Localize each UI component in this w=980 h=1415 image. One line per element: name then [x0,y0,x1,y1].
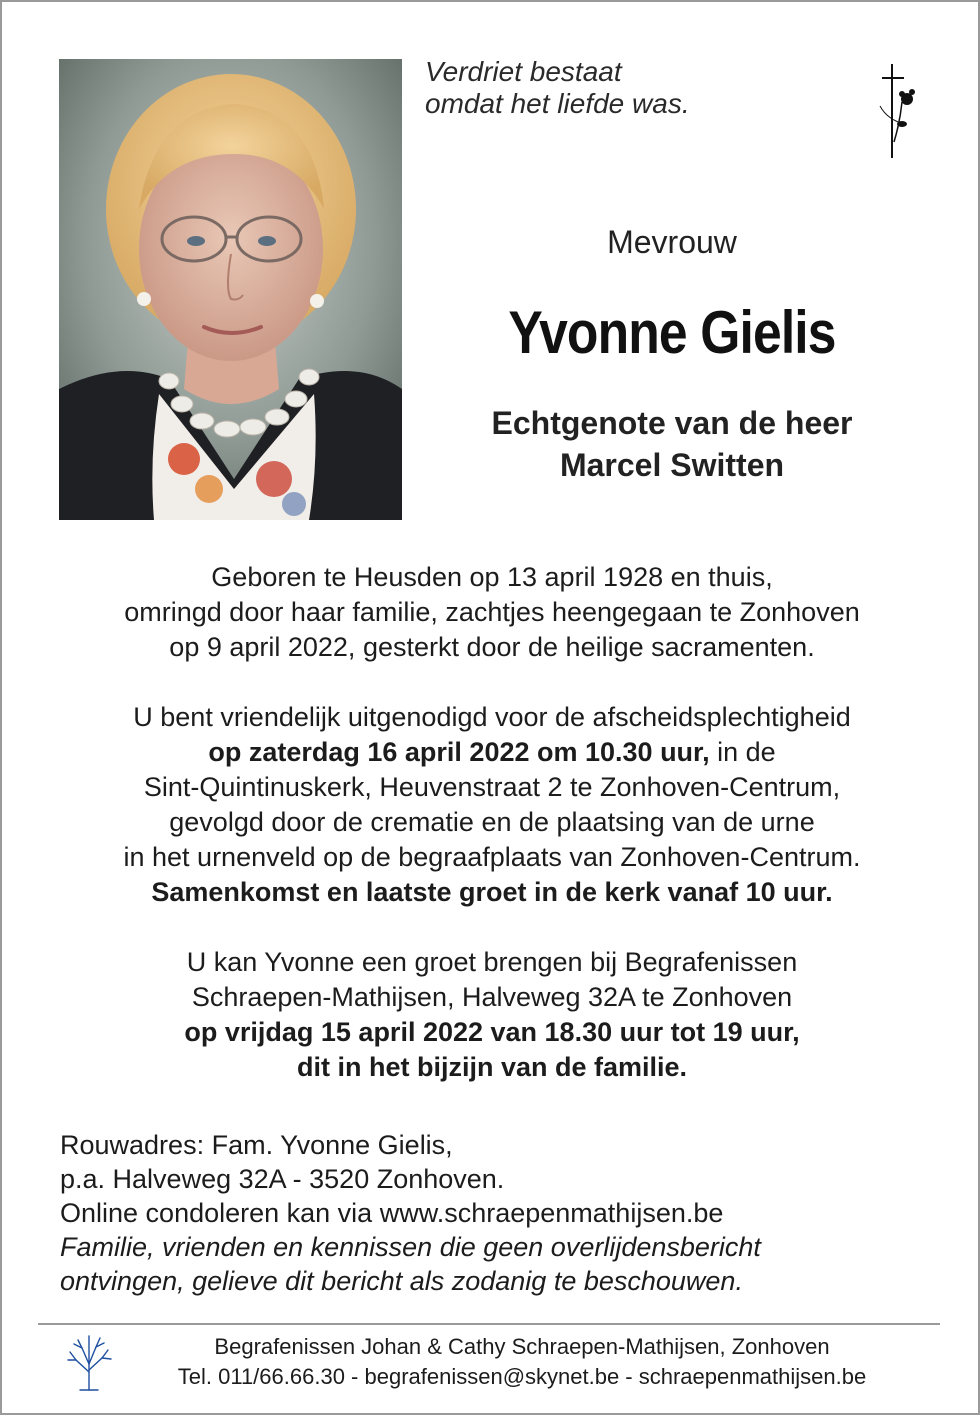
spouse-info [422,402,922,486]
salutation: Mevrouw [607,224,737,260]
birth-death-paragraph [22,560,962,665]
ceremony-line-3: Sint-Quintinuskerk, Heuvenstraat 2 te Zonhoven-Centrum, [143,772,841,802]
online-condolence-line: Online condoleren kan via www.schraepenmathijsen.be [60,1198,724,1228]
ceremony-line-1: U bent vriendelijk uitgenodigd voor de afscheidsplechtigheid [133,702,851,732]
visitation-line-2: Schraepen-Mathijsen, Halveweg 32A te Zonhoven [191,982,793,1012]
birth-death-line-2: omringd door haar familie, zachtjes heengegaan te Zonhoven [124,597,860,627]
ceremony-date: op zaterdag 16 april 2022 om 10.30 uur, [208,737,710,767]
motto-line-1: Verdriet bestaat [425,56,622,87]
ceremony-line-5: in het urnenveld op de begraafplaats van Zonhoven-Centrum. [123,842,861,872]
ceremony-gathering: Samenkomst en laatste groet in de kerk vanaf 10 uur. [151,877,833,907]
funeral-home-contact: Tel. 011/66.66.30 - begrafenissen@skynet.be - schraepenmathijsen.be [177,1364,867,1389]
visitation-line-1: U kan Yvonne een groet brengen bij Begrafenissen [186,947,798,977]
birth-death-line-3: op 9 april 2022, gesterkt door de heilige sacramenten. [169,632,815,662]
ceremony-paragraph [22,700,962,910]
footer-divider [38,1323,940,1325]
birth-death-line-1: Geboren te Heusden op 13 april 1928 en thuis, [211,562,773,592]
ceremony-line-4: gevolgd door de crematie en de plaatsing van de urne [169,807,815,837]
address-line-1: Rouwadres: Fam. Yvonne Gielis, [60,1130,453,1160]
ceremony-line-2-rest: in de [709,737,776,767]
deceased-name: Yvonne Gielis [508,299,836,366]
visitation-family-note: dit in het bijzijn van de familie. [296,1052,688,1082]
cross-with-flower-icon [872,62,922,162]
notice-note-line-2: ontvingen, gelieve dit bericht als zodanig te beschouwen. [60,1266,743,1296]
funeral-home-name: Begrafenissen Johan & Cathy Schraepen-Mathijsen, Zonhoven [214,1334,830,1359]
motto-line-2: omdat het liefde was. [425,88,690,119]
portrait-photo [59,59,402,520]
mourning-address [60,1128,960,1298]
funeral-home-footer [122,1332,922,1392]
visitation-date: op vrijdag 15 april 2022 van 18.30 uur tot 19 uur, [184,1017,800,1047]
ceremony-line-2 [22,735,962,770]
spouse-line-2: Marcel Switten [559,447,785,483]
spouse-line-1: Echtgenote van de heer [491,405,853,441]
address-line-2: p.a. Halveweg 32A - 3520 Zonhoven. [60,1164,505,1194]
notice-note-line-1: Familie, vrienden en kennissen die geen overlijdensbericht [60,1232,761,1262]
motto [425,56,785,120]
visitation-paragraph [22,945,962,1085]
tree-logo-icon [64,1332,114,1392]
